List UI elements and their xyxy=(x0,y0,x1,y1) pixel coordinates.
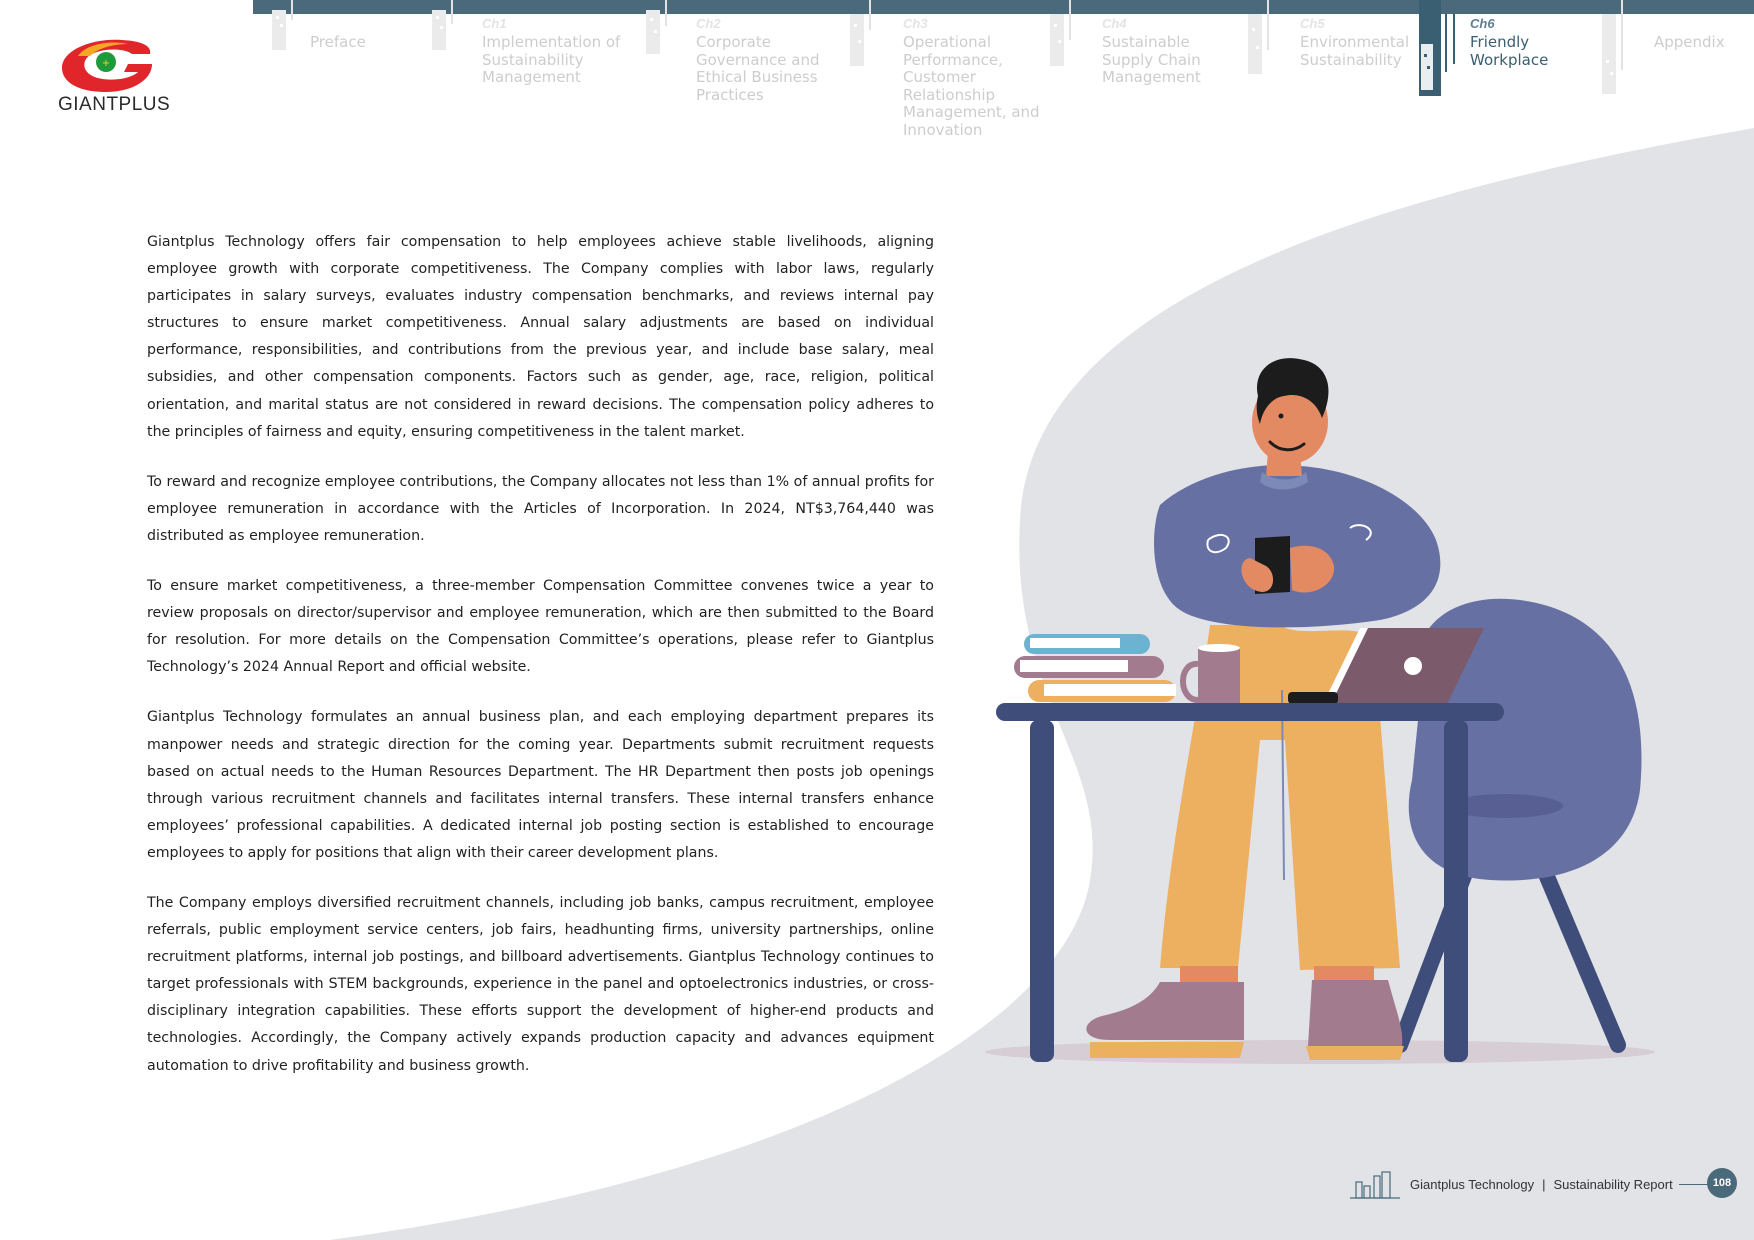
paragraph: Giantplus Technology offers fair compensation to help employees achieve stable livelihoods, aligning employee growth with corporate competitiveness. The Company complies with labor laws, regularly participates in salary surveys, evaluates industry compensation benchmarks, and reviews internal pay structures to ensure market competitiveness. Annual salary adjustments are based on individual performance, responsibilities, and contributions from the previous year, and include base salary, meal subsidies, and other compensation components. Factors such as gender, age, race, religion, political orientation, and marital status are not considered in reward decisions. The compensation policy adheres to the principles of fairness and equity, ensuring competitiveness in the talent market. xyxy=(147,234,934,440)
city-icon xyxy=(1350,1168,1406,1200)
nav-label: Preface xyxy=(310,33,366,51)
svg-text:+: + xyxy=(101,58,111,69)
page-footer xyxy=(1350,1172,1721,1196)
nav-label: Appendix xyxy=(1654,33,1725,51)
brand-name: GIANTPLUS xyxy=(58,94,171,115)
nav-label: Friendly Workplace xyxy=(1470,33,1549,69)
nav-label: Corporate Governance and Ethical Business Practices xyxy=(696,33,820,104)
nav-label: Environmental Sustainability xyxy=(1300,33,1410,69)
nav-label: Sustainable Supply Chain Management xyxy=(1102,33,1201,86)
footer-company: Giantplus Technology xyxy=(1410,1176,1535,1192)
footer-separator: | xyxy=(1542,1176,1546,1192)
footer-report: Sustainability Report xyxy=(1553,1176,1673,1192)
paragraph: To reward and recognize employee contributions, the Company allocates not less than 1% of annual profits for employee remuneration in accordance with the Articles of Incorporation. In 2024, NT$3,764,440 was distributed as employee remuneration. xyxy=(147,473,934,544)
page-number: 108 xyxy=(1707,1168,1737,1198)
paragraph: Giantplus Technology formulates an annual business plan, and each employing department prepares its manpower needs and strategic direction for the coming year. Departments submit recruitment requests based on actual needs to the Human Resources Department. The HR Department then posts job openings through various recruitment channels and facilitates internal transfers. These internal transfers enhance employees’ professional capabilities. A dedicated internal job posting section is established to encourage employees to apply for positions that align with their career development plans. xyxy=(147,709,934,861)
nav-label: Implementation of Sustainability Management xyxy=(482,33,621,86)
paragraph: To ensure market competitiveness, a three-member Compensation Committee convenes twice a year to review proposals on director/supervisor and employee remuneration, which are then submitted to the Board for resolution. For more details on the Compensation Committee’s operations, please refer to Giantplus Technology’s 2024 Annual Report and official website. xyxy=(147,578,934,676)
nav-label: Operational Performance, Customer Relationship Management, and Innovation xyxy=(903,33,1040,139)
paragraph: The Company employs diversified recruitment channels, including job banks, campus recruitment, employee referrals, public employment service centers, job fairs, headhunting firms, university partnerships, online recruitment platforms, internal job postings, and billboard advertisements. Giantplus Technology continues to target professionals with STEM backgrounds, experience in the panel and optoelectronics industries, or cross-disciplinary integration capabilities. These efforts support the development of higher-end products and technologies. Accordingly, the Company actively expands production capacity and advances equipment automation to drive profitability and business growth. xyxy=(147,894,934,1074)
